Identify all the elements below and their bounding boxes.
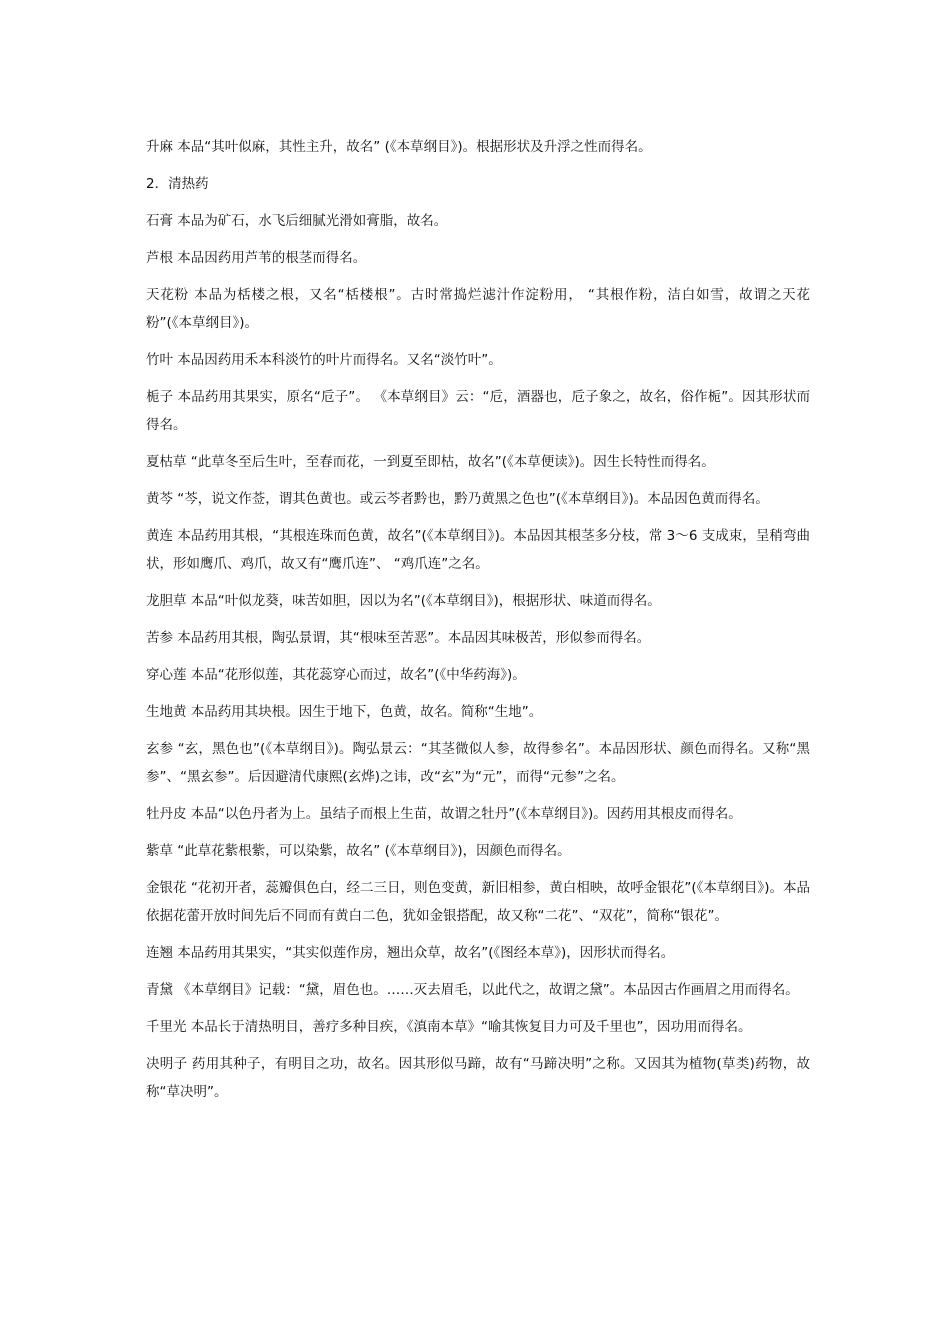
entry-lianqiao: 连翘 本品药用其果实，“其实似莲作房，翘出众草，故名”(《图经本草》)，因形状而得名。 <box>146 945 675 961</box>
entry-longdancao: 龙胆草 本品“叶似龙葵，味苦如胆，因以为名”(《本草纲目》)，根据形状、味道而得名。 <box>146 593 661 609</box>
entry-jinyinhua: 金银花 “花初开者，蕊瓣俱色白，经二三日，则色变黄，新旧相参，黄白相映，故呼金银花”(《本草纲目》)。本品依据花蕾开放时间先后不同而有黄白二色，犹如金银搭配，故又称“二花”、“双花”，简称“银花”。 <box>146 880 810 924</box>
entry-qianliguang: 千里光 本品长于清热明目，善疗多种目疾，《滇南本草》“喻其恢复目力可及千里也”，因功用而得名。 <box>146 1019 752 1035</box>
entry-xiakucao: 夏枯草 “此草冬至后生叶，至春而花，一到夏至即枯，故名”(《本草便读》)。因生长特性而得名。 <box>146 454 715 470</box>
entry-qingdai: 青黛 《本草纲目》记载：“黛，眉色也。……灭去眉毛，以此代之，故谓之黛”。本品因古作画眉之用而得名。 <box>146 982 799 998</box>
section-heading: 2．清热药 <box>146 176 209 192</box>
entry-shengma: 升麻 本品“其叶似麻，其性主升，故名” (《本草纲目》)。根据形状及升浮之性而得名。 <box>146 139 652 155</box>
entry-zicao: 紫草 “此草花紫根紫，可以染紫，故名” (《本草纲目》)，因颜色而得名。 <box>146 843 571 859</box>
entry-lugen: 芦根 本品因药用芦苇的根茎而得名。 <box>146 250 367 266</box>
entry-shigao: 石膏 本品为矿石，水飞后细腻光滑如膏脂，故名。 <box>146 213 448 229</box>
entry-xuanshen: 玄参 “玄，黑色也”(《本草纲目》)。陶弘景云：“其茎微似人参，故得参名”。本品因形状、颜色而得名。又称“黑参”、“黑玄参”。后因避清代康熙(玄烨)之讳，改“玄”为“元”，而得“元参”之名。 <box>146 741 810 785</box>
entry-zhizi: 栀子 本品药用其果实，原名“卮子”。 《本草纲目》云：“卮，酒器也，卮子象之，故名，俗作栀”。因其形状而得名。 <box>146 389 810 433</box>
entry-juemingzi: 决明子 药用其种子，有明目之功，故名。因其形似马蹄，故有“马蹄决明”之称。又因其为植物(草类)药物，故称“草决明”。 <box>146 1056 810 1100</box>
entry-shengdihuang: 生地黄 本品药用其块根。因生于地下，色黄，故名。简称“生地”。 <box>146 704 543 720</box>
entry-tianhuafen: 天花粉 本品为栝楼之根，又名“栝楼根”。古时常捣烂滤汁作淀粉用， “其根作粉，洁白如雪，故谓之天花粉”(《本草纲目》)。 <box>146 287 810 331</box>
entry-huangqin: 黄芩 “芩，说文作莶，谓其色黄也。或云芩者黔也，黔乃黄黑之色也”(《本草纲目》)。本品因色黄而得名。 <box>146 491 769 507</box>
entry-mudanpi: 牡丹皮 本品“以色丹者为上。虽结子而根上生苗，故谓之牡丹”(《本草纲目》)。因药用其根皮而得名。 <box>146 806 742 822</box>
entry-chuanxinlian: 穿心莲 本品“花形似莲，其花蕊穿心而过，故名”(《中华药海》)。 <box>146 667 526 683</box>
entry-kushen: 苦参 本品药用其根，陶弘景谓，其“根味至苦恶”。本品因其味极苦，形似参而得名。 <box>146 630 651 646</box>
entry-huanglian: 黄连 本品药用其根，“其根连珠而色黄，故名”(《本草纲目》)。本品因其根茎多分枝，常 3～6 支成束，呈稍弯曲状，形如鹰爪、鸡爪，故又有“鹰爪连”、 “鸡爪连”之名。 <box>146 528 810 572</box>
entry-zhuye: 竹叶 本品因药用禾本科淡竹的叶片而得名。又名“淡竹叶”。 <box>146 352 502 368</box>
